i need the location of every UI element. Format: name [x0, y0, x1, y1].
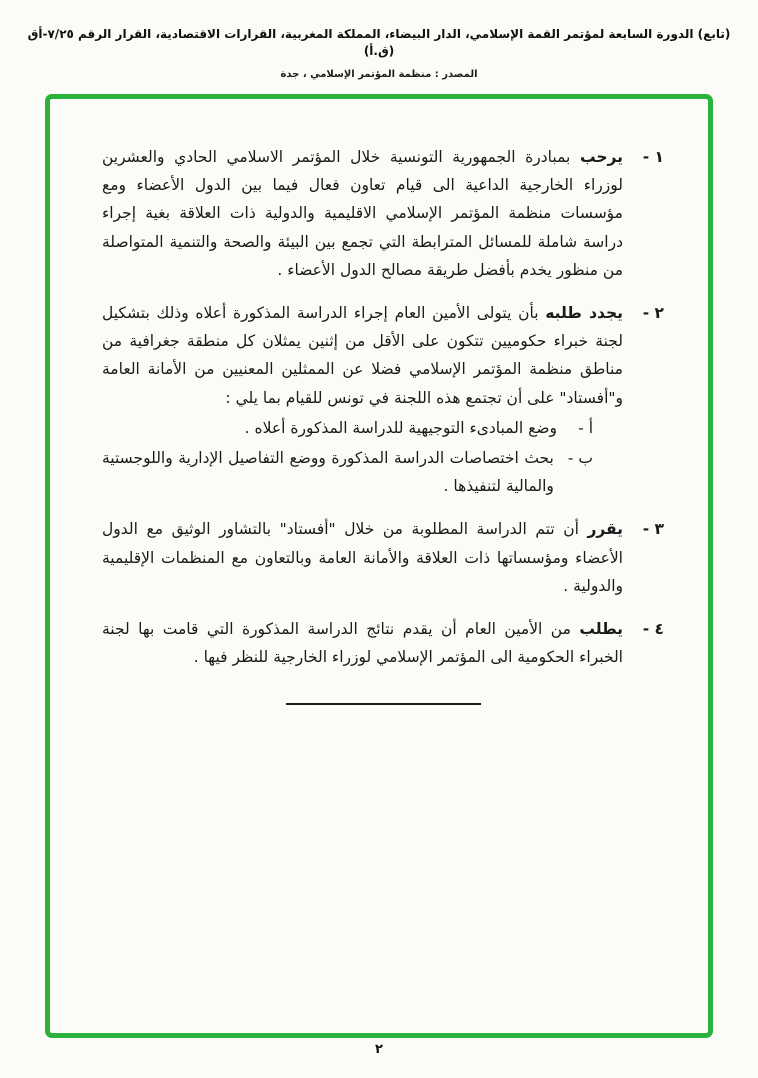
sub-item-letter: أ - — [578, 418, 593, 437]
sub-item-text: وضع المبادىء التوجيهية للدراسة المذكورة أعلاه . — [244, 418, 557, 437]
item-lead: يرحب — [579, 148, 623, 166]
page-number: ٢ — [375, 1042, 383, 1057]
item-body — [102, 299, 623, 500]
header-title-line: (تابع) الدورة السابعة لمؤتمر القمة الإسلامي، الدار البيضاء، المملكة المغربية، القرارات الاقتصادية، القرار الرقم ٧/٢٥-أق (ق.أ) — [27, 27, 731, 58]
end-of-text-rule — [286, 703, 481, 705]
item-number: ٤ - — [642, 620, 664, 639]
header-source-line: المصدر : منظمة المؤتمر الإسلامي ، جدة — [280, 68, 478, 80]
item-text: بمبادرة الجمهورية التونسية خلال المؤتمر الاسلامي الحادي والعشرين لوزراء الخارجية الداعية الى قيام تعاون فعال فيما بين الدول الأعضاء ومع مؤسسات منظمة المؤتمر الإسلامي الاقليمية والدولية ذات العلاقة بغية إجراء دراسة شاملة للمسائل المترابطة التي تجمع بين البيئة والصحة والتنمية المتواصلة من منظور يخدم بأفضل طريقة مصالح الدول الأعضاء . — [102, 148, 623, 279]
item-lead: يطلب — [579, 620, 623, 639]
item-body — [102, 515, 623, 600]
item-text: من الأمين العام أن يقدم نتائج الدراسة المذكورة التي قامت بها لجنة الخبراء الحكومية الى المؤتمر الإسلامي لوزراء الخارجية للنظر فيها . — [102, 620, 623, 667]
resolution-item-4 — [102, 615, 664, 671]
sub-item-text: بحث اختصاصات الدراسة المذكورة ووضع التفاصيل الإدارية واللوجستية والمالية لتنفيذها . — [102, 449, 554, 496]
item-lead: يجدد طلبه — [545, 304, 623, 323]
resolution-item-2 — [102, 299, 664, 500]
highlight-frame — [45, 94, 713, 1038]
item-number: ١ - — [642, 148, 664, 166]
sub-item-letter: ب - — [567, 449, 593, 468]
item-text: أن تتم الدراسة المطلوبة من خلال "أفستاد" بالتشاور الوثيق مع الدول الأعضاء ومؤسساتها ذات العلاقة والأمانة العامة وبالتعاون مع المنظمات الإقليمية والدولية . — [102, 520, 623, 595]
resolution-text — [50, 99, 708, 705]
resolution-item-3 — [102, 515, 664, 600]
item-lead: يقرر — [587, 520, 623, 539]
document-header — [0, 0, 758, 80]
item-number: ٢ - — [642, 304, 664, 323]
resolution-item-1 — [102, 143, 664, 284]
sub-item-b — [102, 444, 593, 500]
sub-item-a — [102, 414, 593, 442]
item-number: ٣ - — [642, 520, 664, 539]
item-body — [102, 615, 623, 671]
item-text: بأن يتولى الأمين العام إجراء الدراسة المذكورة أعلاه وذلك بتشكيل لجنة خبراء حكوميين تتكون على الأقل من إثنين يمثلان كل منطقة جغرافية من مناطق منظمة المؤتمر الإسلامي فضلا عن الممثلين المعنيين من الأمانة العامة و"أفستاد" على أن تجتمع هذه اللجنة في تونس للقيام بما يلي : — [102, 304, 623, 407]
item-body — [102, 143, 623, 284]
item-paragraph — [102, 299, 623, 412]
